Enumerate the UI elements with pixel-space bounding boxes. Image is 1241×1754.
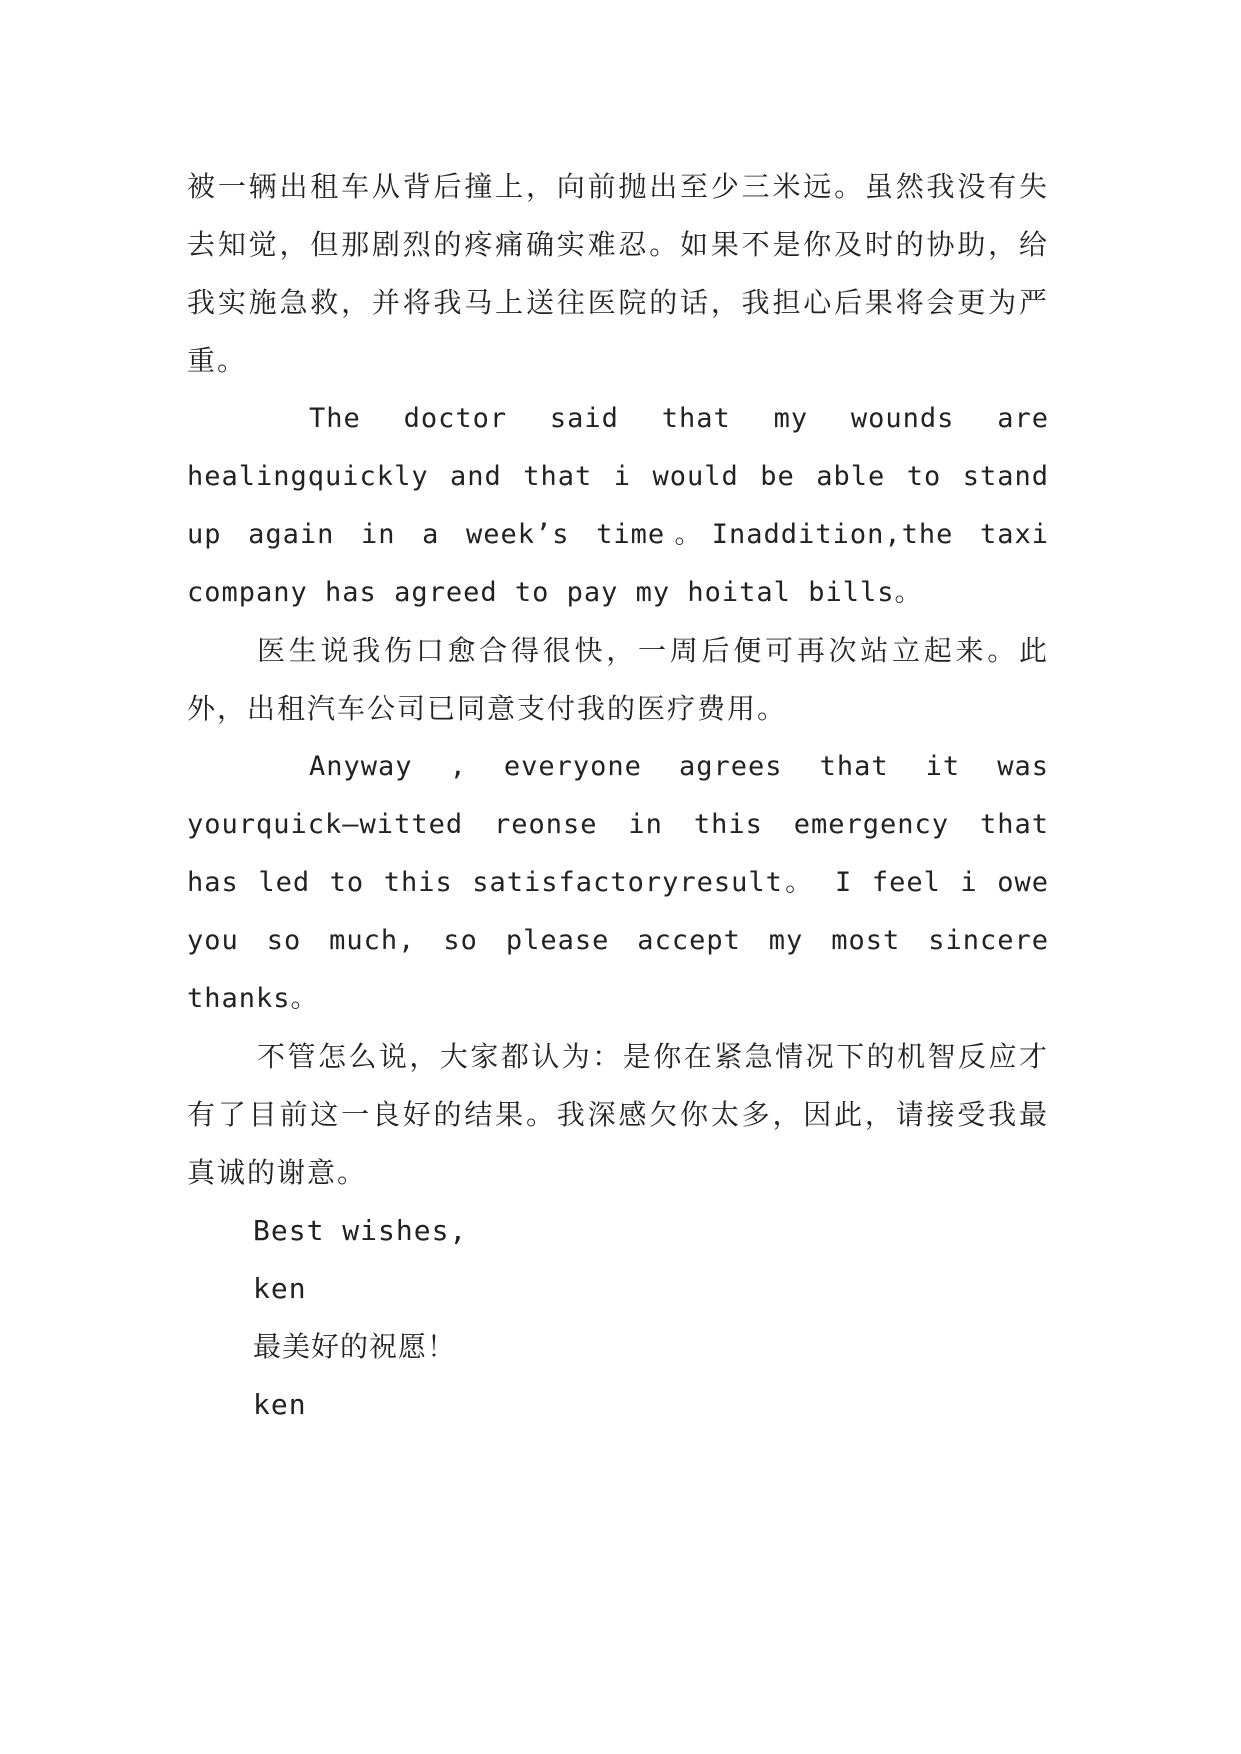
paragraph-doctor-en: The doctor said that my wounds are healingquickly and that i would be able to stand up again in a week’s time。Inaddition,the taxi company has agreed to pay my hoital bills。 xyxy=(187,403,1049,608)
closing-cn: 最美好的祝愿！ xyxy=(253,1330,457,1363)
paragraph-doctor-cn: 医生说我伤口愈合得很快，一周后便可再次站立起来。此外，出租汽车公司已同意支付我的医疗费用。 xyxy=(187,634,1049,725)
paragraph-thanks-en: Anyway , everyone agrees that it was yourquick—witted reonse in this emergency that has led to this satisfactoryresult。 I feel i owe you so much, so please accept my most sincere thanks。 xyxy=(187,751,1049,1014)
letter-body xyxy=(187,158,1049,1434)
signature-cn: ken xyxy=(253,1388,307,1421)
closing-en: Best wishes, xyxy=(253,1214,468,1247)
signature-en: ken xyxy=(253,1272,307,1305)
paragraph-accident-cn: 被一辆出租车从背后撞上，向前抛出至少三米远。虽然我没有失去知觉，但那剧烈的疼痛确实难忍。如果不是你及时的协助，给我实施急救，并将我马上送往医院的话，我担心后果将会更为严重。 xyxy=(187,170,1049,377)
paragraph-thanks-cn: 不管怎么说，大家都认为：是你在紧急情况下的机智反应才有了目前这一良好的结果。我深感欠你太多，因此，请接受我最真诚的谢意。 xyxy=(187,1040,1049,1189)
